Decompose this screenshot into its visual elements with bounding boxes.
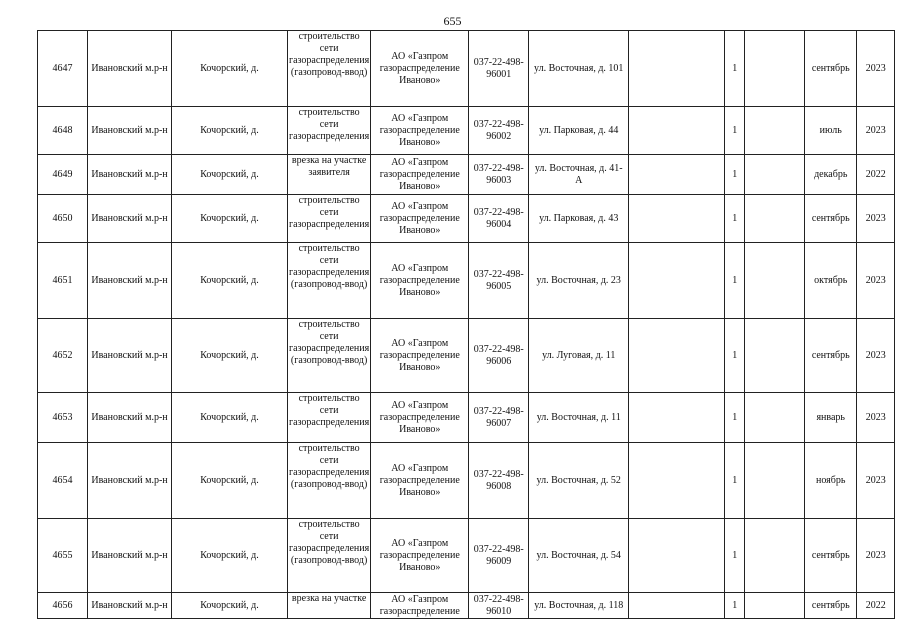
year-cell	[857, 443, 895, 519]
settlement-text: Кочорский, д.	[200, 168, 259, 180]
empty-cell	[745, 519, 805, 593]
quantity-text: 1	[732, 411, 738, 423]
row-number-cell	[38, 319, 88, 393]
request-code-text: 037-22-498-96010	[473, 593, 524, 617]
settlement-cell	[172, 319, 288, 393]
empty-cell	[629, 195, 725, 243]
month-cell	[805, 195, 857, 243]
table-body	[38, 31, 895, 619]
quantity-text: 1	[732, 549, 738, 561]
settlement-text: Кочорский, д.	[200, 62, 259, 74]
organization-cell	[371, 393, 469, 443]
year-cell	[857, 195, 895, 243]
settlement-cell	[172, 243, 288, 319]
row-number-text: 4655	[52, 549, 73, 561]
quantity-text: 1	[732, 599, 738, 611]
row-number-text: 4654	[52, 474, 73, 486]
empty-cell	[629, 593, 725, 619]
month-text: декабрь	[814, 168, 848, 180]
row-number-text: 4653	[52, 411, 73, 423]
row-number-cell	[38, 31, 88, 107]
quantity-cell	[725, 31, 745, 107]
work-type-cell	[288, 195, 371, 243]
table-row	[38, 393, 895, 443]
district-cell	[88, 195, 172, 243]
district-cell	[88, 155, 172, 195]
organization-text: АО «Газпром газораспределение Иваново»	[379, 200, 460, 236]
row-number-cell	[38, 243, 88, 319]
district-text: Ивановский м.р-н	[91, 168, 168, 180]
month-cell	[805, 155, 857, 195]
work-type-cell	[288, 243, 371, 319]
organization-text: АО «Газпром газораспределение Иваново»	[379, 50, 460, 86]
district-cell	[88, 443, 172, 519]
month-text: ноябрь	[816, 474, 846, 486]
organization-cell	[371, 243, 469, 319]
month-cell	[805, 593, 857, 619]
table-row	[38, 593, 895, 619]
quantity-text: 1	[732, 474, 738, 486]
month-text: сентябрь	[811, 599, 850, 611]
empty-cell	[629, 443, 725, 519]
table-row	[38, 195, 895, 243]
table-row	[38, 31, 895, 107]
settlement-cell	[172, 393, 288, 443]
work-type-text: строительство сети газораспределения (газопровод-ввод)	[289, 31, 370, 78]
year-text: 2023	[865, 212, 886, 224]
request-code-text: 037-22-498-96003	[473, 162, 524, 186]
work-type-text: строительство сети газораспределения	[289, 107, 370, 142]
district-cell	[88, 243, 172, 319]
quantity-text: 1	[732, 124, 738, 136]
year-cell	[857, 107, 895, 155]
year-text: 2023	[865, 411, 886, 423]
row-number-cell	[38, 195, 88, 243]
quantity-text: 1	[732, 168, 738, 180]
row-number-text: 4652	[52, 349, 73, 361]
table-row	[38, 519, 895, 593]
empty-cell	[745, 319, 805, 393]
address-text: ул. Парковая, д. 43	[539, 212, 619, 224]
month-cell	[805, 319, 857, 393]
organization-text: АО «Газпром газораспределение Иваново»	[379, 262, 460, 298]
district-text: Ивановский м.р-н	[91, 212, 168, 224]
row-number-cell	[38, 107, 88, 155]
month-text: сентябрь	[811, 349, 850, 361]
work-type-cell	[288, 31, 371, 107]
organization-text: АО «Газпром газораспределение Иваново»	[379, 337, 460, 373]
empty-cell	[629, 393, 725, 443]
settlement-text: Кочорский, д.	[200, 349, 259, 361]
settlement-cell	[172, 107, 288, 155]
quantity-cell	[725, 107, 745, 155]
address-text: ул. Восточная, д. 101	[534, 62, 624, 74]
address-text: ул. Восточная, д. 54	[536, 549, 621, 561]
address-cell	[529, 243, 629, 319]
quantity-cell	[725, 195, 745, 243]
address-text: ул. Парковая, д. 44	[539, 124, 619, 136]
request-code-cell	[469, 443, 529, 519]
work-type-text: строительство сети газораспределения	[289, 195, 370, 230]
table-row	[38, 319, 895, 393]
address-cell	[529, 155, 629, 195]
district-text: Ивановский м.р-н	[91, 599, 168, 611]
work-type-text: строительство сети газораспределения (газопровод-ввод)	[289, 243, 370, 290]
work-type-cell	[288, 443, 371, 519]
year-text: 2023	[865, 124, 886, 136]
month-text: январь	[816, 411, 845, 423]
empty-cell	[629, 107, 725, 155]
settlement-text: Кочорский, д.	[200, 549, 259, 561]
month-cell	[805, 31, 857, 107]
empty-cell	[629, 31, 725, 107]
address-text: ул. Восточная, д. 52	[536, 474, 621, 486]
request-code-cell	[469, 393, 529, 443]
settlement-text: Кочорский, д.	[200, 411, 259, 423]
settlement-cell	[172, 155, 288, 195]
address-cell	[529, 393, 629, 443]
settlement-cell	[172, 443, 288, 519]
settlement-cell	[172, 31, 288, 107]
district-text: Ивановский м.р-н	[91, 62, 168, 74]
empty-cell	[745, 155, 805, 195]
quantity-text: 1	[732, 349, 738, 361]
year-text: 2023	[865, 274, 886, 286]
row-number-cell	[38, 155, 88, 195]
year-cell	[857, 31, 895, 107]
settlement-text: Кочорский, д.	[200, 124, 259, 136]
district-text: Ивановский м.р-н	[91, 124, 168, 136]
row-number-cell	[38, 519, 88, 593]
request-code-cell	[469, 107, 529, 155]
page-number: 655	[443, 14, 462, 28]
address-cell	[529, 519, 629, 593]
district-text: Ивановский м.р-н	[91, 274, 168, 286]
organization-text: АО «Газпром газораспределение Иваново»	[379, 112, 460, 148]
request-code-cell	[469, 519, 529, 593]
address-text: ул. Восточная, д. 11	[536, 411, 621, 423]
request-code-cell	[469, 319, 529, 393]
table-row	[38, 443, 895, 519]
month-text: сентябрь	[811, 549, 850, 561]
work-type-cell	[288, 519, 371, 593]
organization-text: АО «Газпром газораспределение Иваново»	[379, 399, 460, 435]
quantity-cell	[725, 519, 745, 593]
table-row	[38, 243, 895, 319]
organization-cell	[371, 593, 469, 619]
month-text: июль	[819, 124, 842, 136]
address-cell	[529, 107, 629, 155]
row-number-text: 4649	[52, 168, 73, 180]
row-number-text: 4651	[52, 274, 73, 286]
month-cell	[805, 393, 857, 443]
empty-cell	[745, 31, 805, 107]
organization-cell	[371, 319, 469, 393]
address-text: ул. Восточная, д. 23	[536, 274, 621, 286]
year-text: 2022	[865, 168, 886, 180]
empty-cell	[745, 107, 805, 155]
organization-cell	[371, 107, 469, 155]
month-cell	[805, 107, 857, 155]
empty-cell	[745, 593, 805, 619]
quantity-cell	[725, 155, 745, 195]
organization-cell	[371, 155, 469, 195]
district-cell	[88, 107, 172, 155]
organization-cell	[371, 443, 469, 519]
request-code-text: 037-22-498-96004	[473, 206, 524, 230]
empty-cell	[629, 319, 725, 393]
empty-cell	[745, 393, 805, 443]
address-text: ул. Восточная, д. 41-А	[534, 162, 623, 186]
district-text: Ивановский м.р-н	[91, 549, 168, 561]
year-cell	[857, 155, 895, 195]
year-text: 2023	[865, 549, 886, 561]
request-code-text: 037-22-498-96006	[473, 343, 524, 367]
empty-cell	[629, 243, 725, 319]
district-text: Ивановский м.р-н	[91, 411, 168, 423]
address-text: ул. Восточная, д. 118	[534, 599, 624, 611]
registry-table	[37, 30, 895, 619]
year-text: 2023	[865, 474, 886, 486]
month-text: сентябрь	[811, 212, 850, 224]
month-cell	[805, 519, 857, 593]
year-cell	[857, 393, 895, 443]
year-cell	[857, 593, 895, 619]
row-number-cell	[38, 593, 88, 619]
quantity-text: 1	[732, 212, 738, 224]
month-cell	[805, 443, 857, 519]
work-type-cell	[288, 155, 371, 195]
settlement-text: Кочорский, д.	[200, 474, 259, 486]
request-code-text: 037-22-498-96008	[473, 468, 524, 492]
quantity-cell	[725, 593, 745, 619]
quantity-text: 1	[732, 62, 738, 74]
table-row	[38, 107, 895, 155]
request-code-text: 037-22-498-96002	[473, 118, 524, 142]
empty-cell	[745, 195, 805, 243]
quantity-cell	[725, 243, 745, 319]
settlement-text: Кочорский, д.	[200, 599, 259, 611]
address-cell	[529, 195, 629, 243]
row-number-text: 4656	[52, 599, 73, 611]
month-text: октябрь	[814, 274, 848, 286]
district-cell	[88, 393, 172, 443]
district-cell	[88, 31, 172, 107]
organization-text: АО «Газпром газораспределение Иваново»	[379, 462, 460, 498]
organization-cell	[371, 195, 469, 243]
work-type-cell	[288, 319, 371, 393]
work-type-text: врезка на участке	[291, 593, 367, 604]
organization-cell	[371, 519, 469, 593]
work-type-cell	[288, 593, 371, 619]
request-code-cell	[469, 31, 529, 107]
year-text: 2023	[865, 349, 886, 361]
work-type-cell	[288, 107, 371, 155]
row-number-cell	[38, 393, 88, 443]
work-type-text: строительство сети газораспределения (газопровод-ввод)	[289, 319, 370, 366]
address-cell	[529, 593, 629, 619]
work-type-text: строительство сети газораспределения (газопровод-ввод)	[289, 443, 370, 490]
district-cell	[88, 593, 172, 619]
settlement-text: Кочорский, д.	[200, 212, 259, 224]
quantity-cell	[725, 319, 745, 393]
empty-cell	[629, 519, 725, 593]
table-row	[38, 155, 895, 195]
year-cell	[857, 243, 895, 319]
row-number-text: 4647	[52, 62, 73, 74]
settlement-text: Кочорский, д.	[200, 274, 259, 286]
request-code-text: 037-22-498-96005	[473, 268, 524, 292]
address-cell	[529, 319, 629, 393]
month-text: сентябрь	[811, 62, 850, 74]
request-code-cell	[469, 155, 529, 195]
district-cell	[88, 519, 172, 593]
settlement-cell	[172, 519, 288, 593]
row-number-cell	[38, 443, 88, 519]
quantity-cell	[725, 443, 745, 519]
year-text: 2023	[865, 62, 886, 74]
settlement-cell	[172, 195, 288, 243]
address-cell	[529, 443, 629, 519]
request-code-text: 037-22-498-96009	[473, 543, 524, 567]
year-cell	[857, 319, 895, 393]
empty-cell	[629, 155, 725, 195]
organization-text: АО «Газпром газораспределение Иваново»	[379, 537, 460, 573]
row-number-text: 4648	[52, 124, 73, 136]
work-type-text: строительство сети газораспределения (газопровод-ввод)	[289, 519, 370, 566]
year-cell	[857, 519, 895, 593]
settlement-cell	[172, 593, 288, 619]
year-text: 2022	[865, 599, 886, 611]
organization-text: АО «Газпром газораспределение	[379, 593, 460, 617]
district-text: Ивановский м.р-н	[91, 349, 168, 361]
work-type-cell	[288, 393, 371, 443]
organization-cell	[371, 31, 469, 107]
quantity-text: 1	[732, 274, 738, 286]
empty-cell	[745, 443, 805, 519]
address-cell	[529, 31, 629, 107]
work-type-text: строительство сети газораспределения	[289, 393, 370, 428]
request-code-text: 037-22-498-96007	[473, 405, 524, 429]
district-cell	[88, 319, 172, 393]
work-type-text: врезка на участке заявителя	[291, 155, 367, 178]
row-number-text: 4650	[52, 212, 73, 224]
empty-cell	[745, 243, 805, 319]
address-text: ул. Луговая, д. 11	[542, 349, 616, 361]
request-code-cell	[469, 243, 529, 319]
month-cell	[805, 243, 857, 319]
request-code-text: 037-22-498-96001	[473, 56, 524, 80]
quantity-cell	[725, 393, 745, 443]
district-text: Ивановский м.р-н	[91, 474, 168, 486]
organization-text: АО «Газпром газораспределение Иваново»	[379, 156, 460, 192]
request-code-cell	[469, 195, 529, 243]
request-code-cell	[469, 593, 529, 619]
